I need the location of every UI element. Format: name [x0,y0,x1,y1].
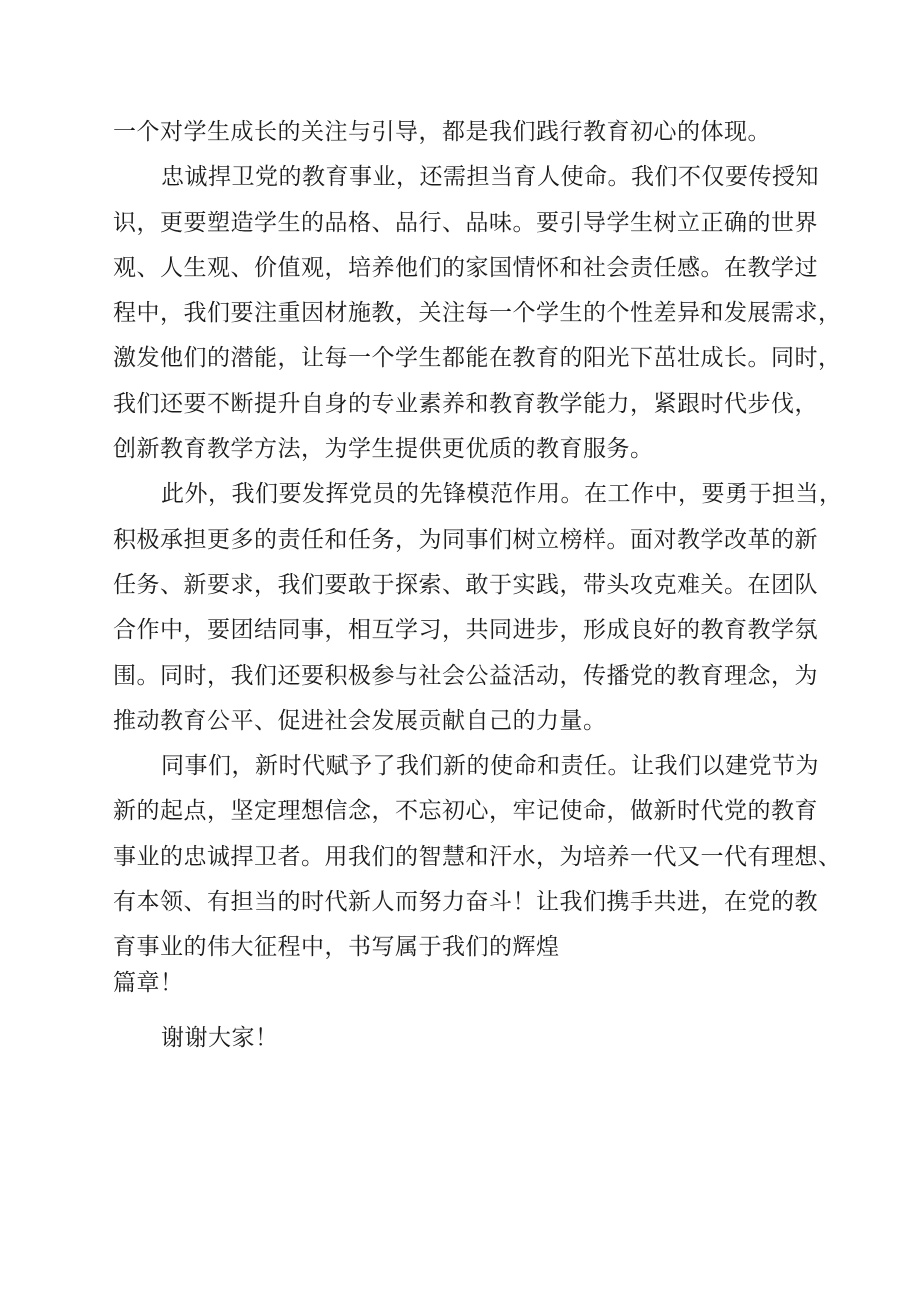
text-line: 激发他们的潜能，让每一个学生都能在教育的阳光下茁壮成长。同时， [113,345,842,372]
text-line: 任务、新要求，我们要敢于探索、敢于实践，带头攻克难关。在团队 [113,571,818,598]
text-line: 积极承担更多的责任和任务，为同事们树立榜样。面对教学改革的新 [113,526,818,553]
text-line: 推动教育公平、促进社会发展贡献自己的力量。 [113,707,607,734]
text-line: 一个对学生成长的关注与引导，都是我们践行教育初心的体现。 [113,119,771,145]
text-line: 我们还要不断提升自身的专业素养和教育教学能力，紧跟时代步伐， [113,390,818,417]
text-line: 创新教育教学方法，为学生提供更优质的教育服务。 [113,436,654,463]
paragraph-start-line: 同事们，新时代赋予了我们新的使命和责任。让我们以建党节为 [161,753,819,780]
text-line: 围。同时，我们还要积极参与社会公益活动，传播党的教育理念，为 [113,662,818,689]
text-line: 程中，我们要注重因材施教，关注每一个学生的个性差异和发展需求， [113,300,842,327]
text-line: 篇章！ [113,969,184,996]
text-line: 有本领、有担当的时代新人而努力奋斗！让我们携手共进，在党的教 [113,889,818,916]
text-line: 育事业的伟大征程中，书写属于我们的辉煌 [113,934,560,961]
text-line: 识，更要塑造学生的品格、品行、品味。要引导学生树立正确的世界 [113,209,818,236]
paragraph-start-line: 此外，我们要发挥党员的先锋模范作用。在工作中，要勇于担当， [161,481,843,508]
text-line: 观、人生观、价值观，培养他们的家国情怀和社会责任感。在教学过 [113,254,818,281]
text-line: 事业的忠诚捍卫者。用我们的智慧和汗水，为培养一代又一代有理想、 [113,843,842,870]
document-body [113,110,843,1061]
closing-line: 谢谢大家！ [161,1024,279,1051]
text-line: 新的起点，坚定理想信念，不忘初心，牢记使命，做新时代党的教育 [113,798,818,825]
paragraph-start-line: 忠诚捍卫党的教育事业，还需担当育人使命。我们不仅要传授知 [161,164,819,191]
text-line: 合作中，要团结同事，相互学习，共同进步，形成良好的教育教学氛 [113,617,818,644]
